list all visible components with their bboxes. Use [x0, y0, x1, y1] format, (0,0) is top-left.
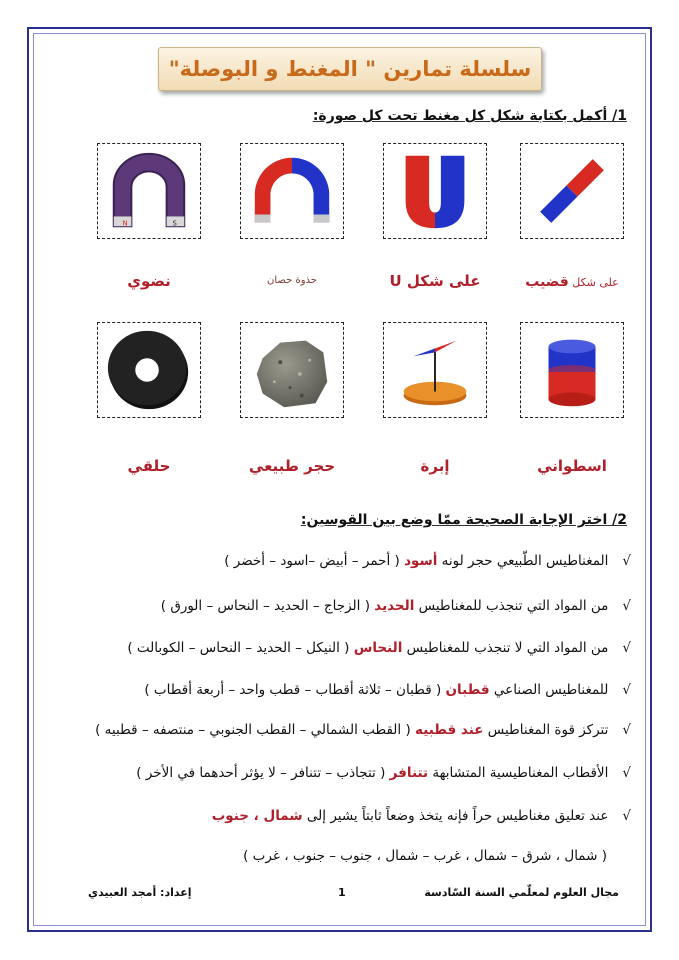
item-options: ( تتجاذب – تتنافر – لا يؤثر أحدهما في الأخر ) [136, 765, 390, 781]
oval-magnet-image [97, 143, 201, 239]
item-answer: أسود [404, 553, 438, 569]
bar-magnet-icon [521, 144, 623, 238]
check-icon: √ [622, 598, 631, 614]
item-options: ( أحمر – أبيض –اسود – أخضر ) [224, 553, 405, 569]
caption-oval: نضوي [127, 272, 171, 290]
check-icon: √ [622, 722, 631, 738]
question-2-number: 2/ [612, 512, 627, 528]
check-icon: √ [622, 808, 631, 824]
lodestone-icon [241, 323, 343, 417]
footer-subject: مجال العلوم لمعلّمي السنة السّادسة [424, 886, 619, 899]
item-answer: عند قطبيه [415, 722, 484, 738]
list-item [41, 553, 631, 569]
item-text: للمغناطيس الصناعي [489, 682, 609, 698]
lodestone-image [240, 322, 344, 418]
cylinder-magnet-image [520, 322, 624, 418]
list-item [41, 808, 631, 824]
question-2-text: اختر الإجابة الصحيحة ممّا وضع بين القوسين: [300, 512, 608, 528]
compass-needle-icon [384, 323, 486, 417]
u-magnet-icon [384, 144, 486, 238]
check-icon: √ [622, 553, 631, 569]
question-1-text: أكمل بكتابة شكل كل مغنط تحت كل صورة: [312, 108, 608, 124]
item-answer: شمال ، جنوب [211, 808, 303, 824]
list-item [41, 682, 631, 698]
horseshoe-magnet-icon [241, 144, 343, 238]
item-options-last: ( شمال ، شرق – شمال ، غرب – شمال ، جنوب – جنوب ، غرب ) [243, 848, 607, 864]
ring-magnet-image [97, 322, 201, 418]
caption-ring: حلقي [127, 457, 171, 475]
check-icon: √ [622, 682, 631, 698]
caption-horseshoe: حذوة حصان [267, 275, 317, 286]
caption-cylinder: اسطواني [537, 457, 607, 475]
svg-text:S: S [172, 219, 177, 228]
item-options: ( الزجاج – الحديد – النحاس – الورق ) [160, 598, 375, 614]
bar-magnet-image [520, 143, 624, 239]
item-text: المغناطيس الطّبيعي حجر لونه [437, 553, 609, 569]
compass-needle-image [383, 322, 487, 418]
item-text: من المواد التي تنجذب للمغناطيس [414, 598, 609, 614]
question-1-number: 1/ [612, 108, 627, 124]
page-title-text: سلسلة تمارين " المغنط و البوصلة" [168, 57, 532, 81]
list-item [41, 722, 631, 738]
item-text: عند تعليق مغناطيس حراً فإنه يتخذ وضعاً ثابتاً يشير إلى [302, 808, 609, 824]
caption-bar-main: قضيب [525, 274, 569, 290]
item-options: ( النيكل – الحديد – النحاس – الكوبالت ) [127, 640, 354, 656]
footer-page-number: 1 [338, 886, 346, 899]
item-options: ( قطبان – ثلاثة أقطاب – قطب واحد – أربعة أقطاب ) [144, 682, 446, 698]
svg-text:N: N [122, 219, 128, 228]
check-icon: √ [622, 640, 631, 656]
oval-magnet-icon [98, 144, 200, 238]
item-answer: الحديد [374, 598, 415, 614]
horseshoe-magnet-image [240, 143, 344, 239]
ring-magnet-icon [98, 323, 200, 417]
list-item [41, 640, 631, 656]
u-magnet-image [383, 143, 487, 239]
item-answer: النحاس [353, 640, 403, 656]
page-title [158, 47, 542, 91]
caption-lodestone: حجر طبيعي [248, 457, 336, 475]
footer-author: إعداد: أمجد العبيدي [88, 886, 192, 899]
caption-bar-prefix: على شكل [568, 276, 619, 289]
item-text: من المواد التي لا تنجذب للمغناطيس [402, 640, 609, 656]
question-1-heading [313, 108, 627, 124]
item-answer: قطبان [445, 682, 490, 698]
item-options: ( القطب الشمالي – القطب الجنوبي – منتصفه – قطبيه ) [95, 722, 416, 738]
cylinder-magnet-icon [521, 323, 623, 417]
item-text: تتركز قوة المغناطيس [483, 722, 609, 738]
item-answer: تتنافر [389, 765, 429, 781]
list-item [41, 598, 631, 614]
list-item [41, 765, 631, 781]
caption-needle: إبرة [420, 457, 450, 475]
caption-u: على شكل U [389, 272, 481, 290]
check-icon: √ [622, 765, 631, 781]
caption-bar [502, 274, 642, 290]
question-2-heading [301, 512, 627, 528]
item-text: الأقطاب المغناطيسية المتشابهة [428, 765, 609, 781]
